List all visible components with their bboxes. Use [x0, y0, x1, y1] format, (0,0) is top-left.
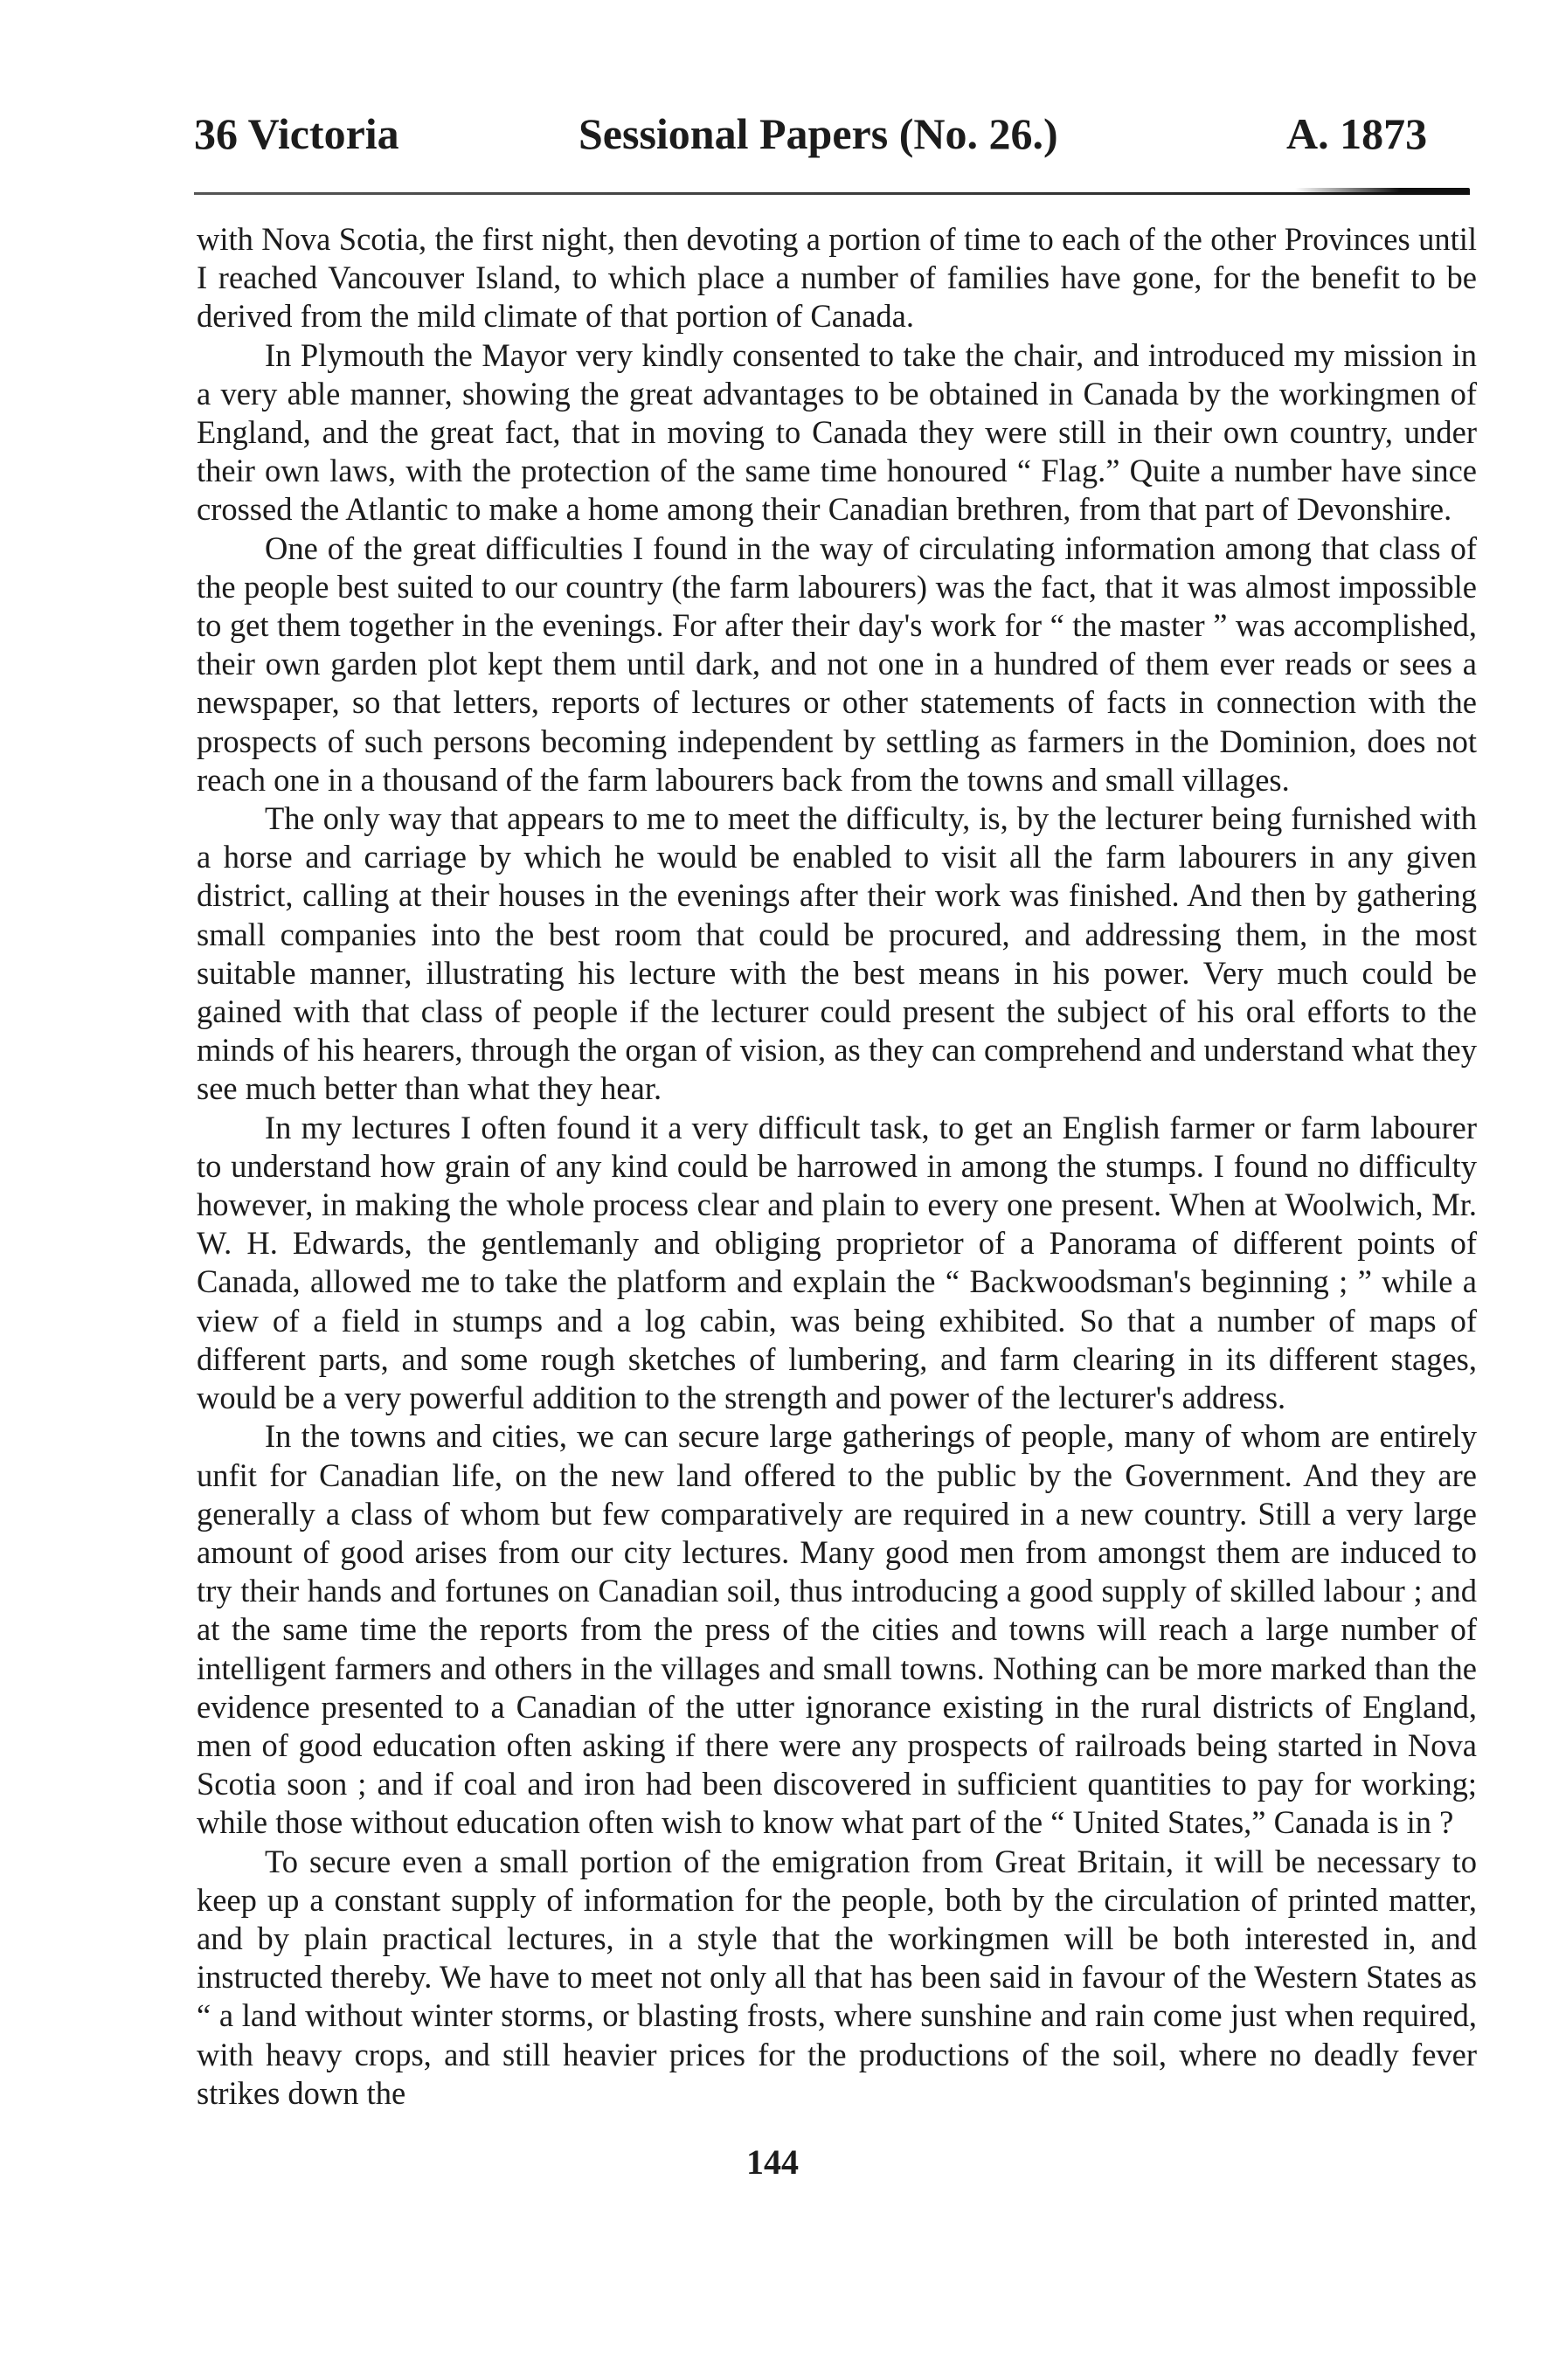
- body-text: [197, 220, 1477, 2113]
- paragraph: In Plymouth the Mayor very kindly consented to take the chair, and introduced my mission in a very able manner, showing the great advantages to be obtained in Canada by the workingmen of England, and the great fact, that in moving to Canada they were still in their own country, under their own laws, with the protection of the same time honoured “ Flag.” Quite a number have since crossed the Atlantic to make a home among their Canadian brethren, from that part of Devonshire.: [197, 336, 1477, 528]
- paragraph: The only way that appears to me to meet the difficulty, is, by the lecturer being furnished with a horse and carriage by which he would be enabled to visit all the farm labourers in any given district, calling at their houses in the evenings after their work was finished. And then by gathering small companies into the best room that could be procured, and addressing them, in the most suitable manner, illustrating his lecture with the best means in his power. Very much could be gained with that class of people if the lecturer could present the subject of his oral efforts to the minds of his hearers, through the organ of vision, as they can comprehend and understand what they see much better than what they hear.: [197, 800, 1477, 1107]
- running-head: [194, 103, 1496, 164]
- year-label: A. 1873: [1286, 109, 1428, 158]
- page-number: 144: [746, 2142, 799, 2182]
- publication-title: Sessional Papers (No. 26.): [579, 109, 1058, 158]
- paragraph: To secure even a small portion of the emigration from Great Britain, it will be necessary to keep up a constant supply of information for the people, both by the circulation of printed matter, and by plain practical lectures, in a style that the workingmen will be both interested in, and instructed thereby. We have to meet not only all that has been said in favour of the Western States as “ a land without winter storms, or blasting frosts, where sunshine and rain come just when required, with heavy crops, and still heavier prices for the productions of the soil, where no deadly fever strikes down the: [197, 1843, 1477, 2111]
- paragraph: In my lectures I often found it a very difficult task, to get an English farmer or farm labourer to understand how grain of any kind could be harrowed in among the stumps. I found no difficulty however, in making the whole process clear and plain to every one present. When at Woolwich, Mr. W. H. Edwards, the gentlemanly and obliging proprietor of a Panorama of different points of Canada, allowed me to take the platform and explain the “ Backwoodsman's beginning ; ” while a view of a field in stumps and a log cabin, was being exhibited. So that a number of maps of different parts, and some rough sketches of lumbering, and farm clearing in its different stages, would be a very powerful addition to the strength and power of the lecturer's address.: [197, 1109, 1477, 1416]
- paragraph: with Nova Scotia, the first night, then devoting a portion of time to each of the other Provinces until I reached Vancouver Island, to which place a number of families have gone, for the benefit to be derived from the mild climate of that portion of Canada.: [197, 221, 1477, 335]
- paragraph: One of the great difficulties I found in the way of circulating information among that class of the people best suited to our country (the farm labourers) was the fact, that it was almost impossible to get them together in the evenings. For after their day's work for “ the master ” was accomplished, their own garden plot kept them until dark, and not one in a hundred of them ever reads or sees a newspaper, so that letters, reports of lectures or other statements of facts in connection with the prospects of such persons becoming independent by settling as farmers in the Dominion, does not reach one in a thousand of the farm labourers back from the towns and small villages.: [197, 529, 1477, 798]
- paragraph: In the towns and cities, we can secure large gatherings of people, many of whom are entirely unfit for Canadian life, on the new land offered to the public by the Government. And they are generally a class of whom but few comparatively are required in a new country. Still a very large amount of good arises from our city lectures. Many good men from amongst them are induced to try their hands and fortunes on Canadian soil, thus introducing a good supply of skilled labour ; and at the same time the reports from the press of the cities and towns will reach a large number of intelligent farmers and others in the villages and small towns. Nothing can be more marked than the evidence presented to a Canadian of the utter ignorance existing in the rural districts of England, men of good education often asking if there were any prospects of railroads being started in Nova Scotia soon ; and if coal and iron had been discovered in sufficient quantities to pay for working; while those without education often wish to know what part of the “ United States,” Canada is in ?: [197, 1418, 1477, 1841]
- session-label: 36 Victoria: [194, 109, 399, 158]
- header-rule: [194, 192, 1470, 195]
